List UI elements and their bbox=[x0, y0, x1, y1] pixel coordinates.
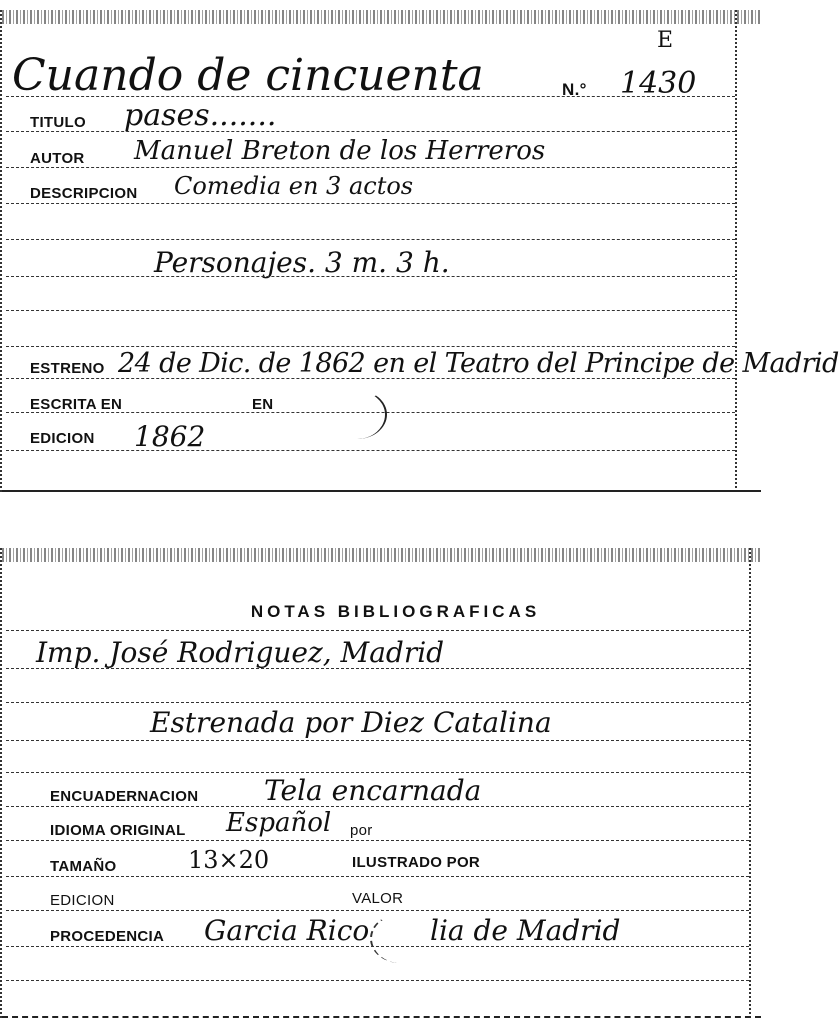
punch-hole bbox=[370, 914, 430, 963]
rule bbox=[6, 310, 735, 311]
rule bbox=[6, 772, 749, 773]
encuadernacion-value: Tela encarnada bbox=[264, 774, 482, 807]
edicion-value: 1862 bbox=[134, 420, 206, 453]
rule bbox=[6, 276, 735, 277]
note-line-1: Imp. José Rodriguez, Madrid bbox=[36, 636, 445, 669]
estreno-label: ESTRENO bbox=[30, 360, 105, 377]
card-bottom-edge bbox=[2, 1016, 761, 1018]
rule bbox=[6, 980, 749, 981]
tamano-label: TAMAÑO bbox=[50, 858, 117, 875]
rule bbox=[6, 910, 749, 911]
idioma-value: Español bbox=[226, 808, 332, 838]
rule bbox=[6, 946, 749, 947]
procedencia-value: Garcia Rico bbox=[204, 914, 370, 947]
rule bbox=[6, 378, 735, 379]
catalog-card-top bbox=[0, 10, 839, 492]
tamano-value: 13×20 bbox=[188, 846, 270, 874]
titulo-value: pases....... bbox=[124, 98, 277, 133]
rule bbox=[6, 203, 735, 204]
rule bbox=[6, 630, 749, 631]
card-top-edge bbox=[2, 548, 761, 562]
procedencia-value-2: lia de Madrid bbox=[430, 914, 621, 947]
procedencia-label: PROCEDENCIA bbox=[50, 928, 165, 945]
encuadernacion-label: ENCUADERNACION bbox=[50, 788, 199, 805]
rule bbox=[6, 876, 749, 877]
valor-label: VALOR bbox=[352, 890, 404, 907]
titulo-label: TITULO bbox=[30, 114, 86, 131]
ilustrado-label: ILUSTRADO POR bbox=[352, 854, 481, 871]
rule bbox=[6, 131, 735, 132]
rule bbox=[6, 740, 749, 741]
rule bbox=[6, 668, 749, 669]
rule bbox=[6, 806, 749, 807]
estreno-value: 24 de Dic. de 1862 en el Teatro del Principe de Madrid bbox=[118, 348, 839, 379]
rule bbox=[6, 702, 749, 703]
autor-label: AUTOR bbox=[30, 150, 85, 167]
rule bbox=[6, 840, 749, 841]
autor-value: Manuel Breton de los Herreros bbox=[134, 136, 546, 166]
catalog-card-bottom bbox=[0, 548, 761, 1018]
punch-hole bbox=[327, 390, 387, 439]
edicion-label: EDICION bbox=[30, 430, 95, 447]
note-line-2: Estrenada por Diez Catalina bbox=[150, 706, 552, 739]
card-top-edge bbox=[2, 10, 761, 24]
corner-mark: E bbox=[657, 28, 674, 53]
rule bbox=[6, 96, 735, 97]
rule bbox=[6, 450, 735, 451]
descripcion-label: DESCRIPCION bbox=[30, 185, 138, 202]
rule bbox=[6, 346, 735, 347]
card-bottom-edge bbox=[2, 490, 761, 492]
en-label: EN bbox=[252, 396, 274, 413]
rule bbox=[6, 239, 735, 240]
rule bbox=[6, 167, 735, 168]
descripcion-value: Comedia en 3 actos bbox=[174, 172, 414, 200]
por-label: por bbox=[350, 822, 373, 839]
number-value: 1430 bbox=[620, 66, 697, 101]
personajes-value: Personajes. 3 m. 3 h. bbox=[154, 246, 450, 279]
escrita-label: ESCRITA EN bbox=[30, 396, 123, 413]
notas-title: NOTAS BIBLIOGRAFICAS bbox=[250, 602, 541, 621]
card-right-edge bbox=[733, 10, 737, 492]
edicion-label-2: EDICION bbox=[50, 892, 115, 909]
card-title-handwritten: Cuando de cincuenta bbox=[12, 50, 484, 101]
number-label: N.° bbox=[562, 80, 587, 99]
idioma-label: IDIOMA ORIGINAL bbox=[50, 822, 186, 839]
